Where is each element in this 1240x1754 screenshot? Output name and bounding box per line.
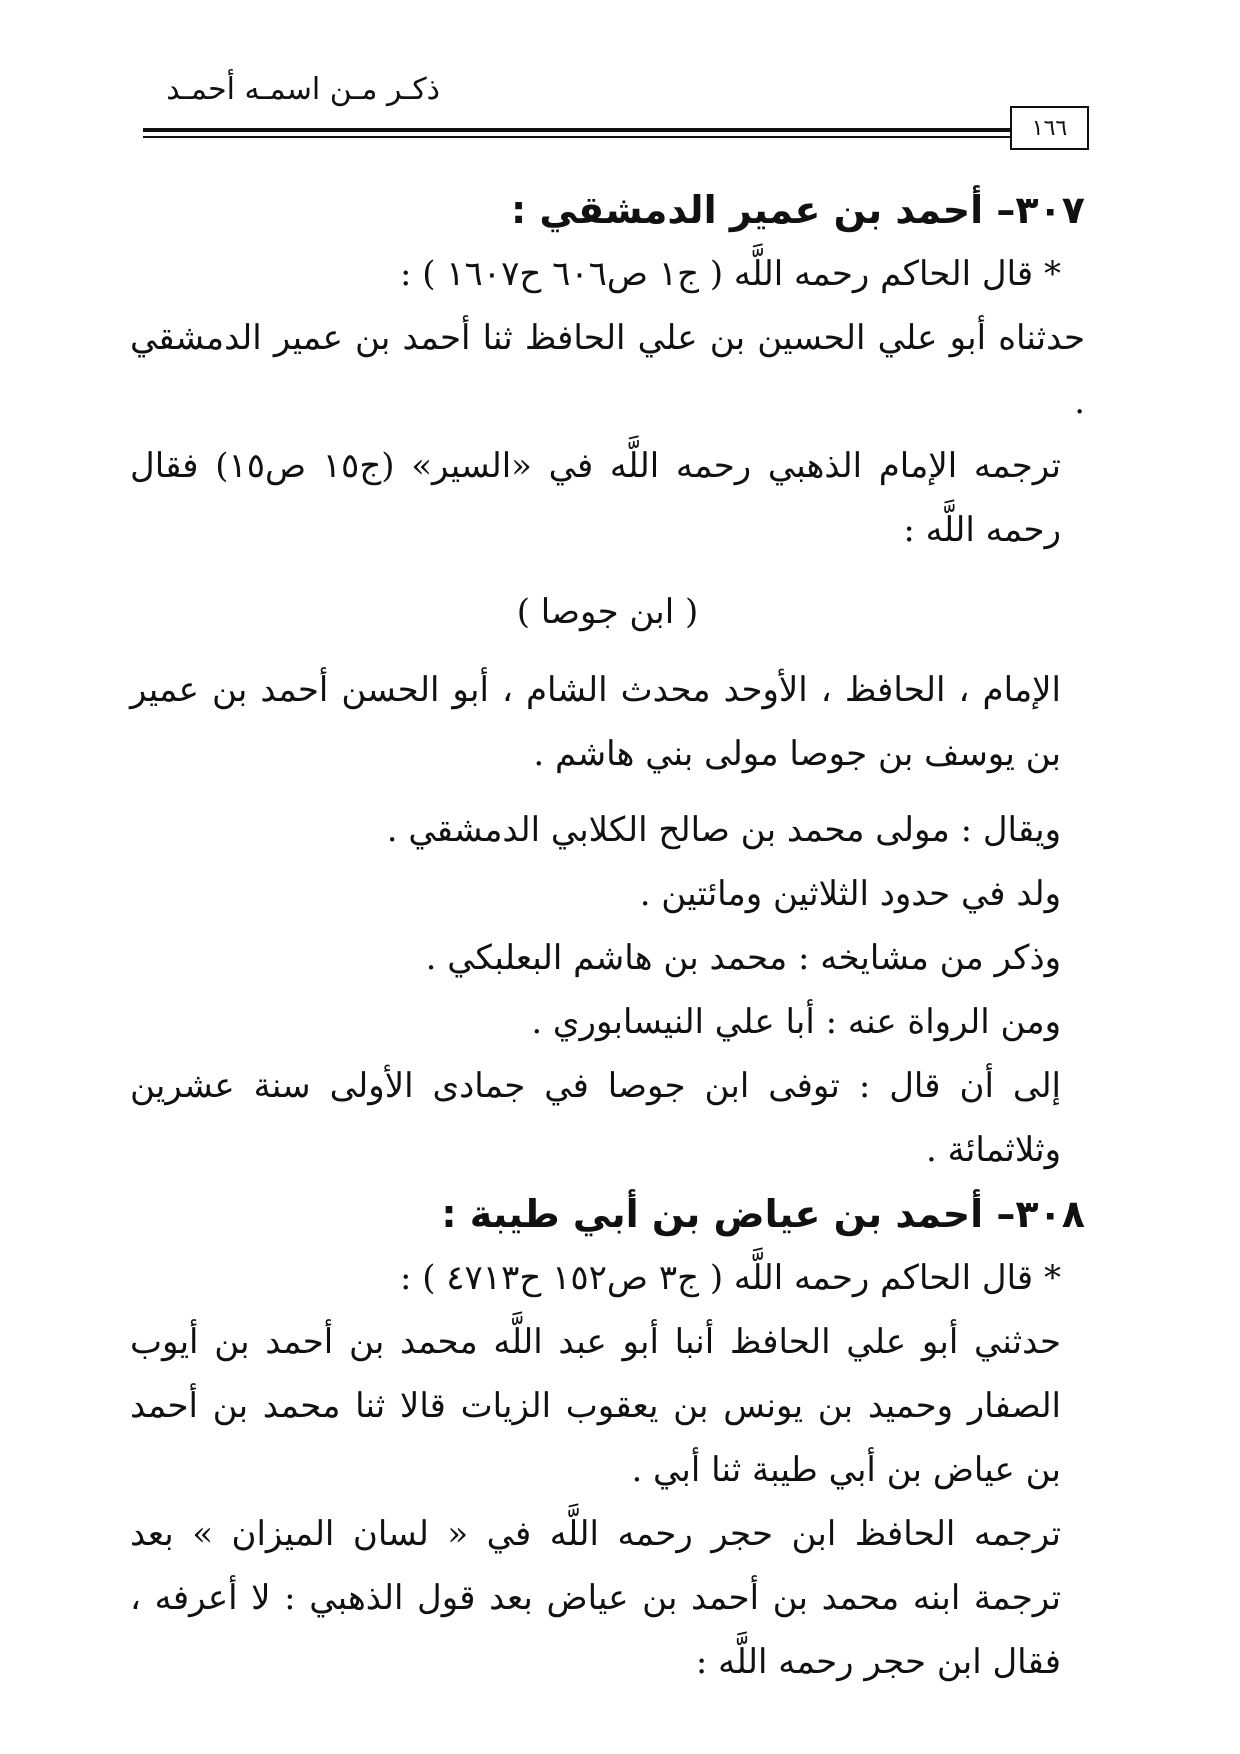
source-citation: * قال الحاكم رحمه اللَّه ( ج٣ ص١٥٢ ح٤٧١٣ ) :	[399, 1258, 1061, 1298]
header-rule-thin	[143, 136, 1079, 138]
paragraph: إلى أن قال : توفى ابن جوصا في جمادى الأولى سنة عشرين وثلاثمائة .	[130, 1066, 1061, 1170]
entry-heading-308: ٣٠٨– أحمد بن عياض بن أبي طيبة :	[441, 1192, 1085, 1236]
header-rule-thick	[143, 128, 1079, 132]
paragraph: الإمام ، الحافظ ، الأوحد محدث الشام ، أبو الحسن أحمد بن عمير بن يوسف بن جوصا مولى بني هاشم .	[130, 670, 1061, 774]
paragraph: حدثني أبو علي الحافظ أنبا أبو عبد اللَّه محمد بن أحمد بن أيوب الصفار وحميد بن يونس بن يعقوب الزيات قالا ثنا محمد بن أحمد بن عياض بن أبي طيبة ثنا أبي .	[130, 1322, 1061, 1490]
paragraph: ولد في حدود الثلاثين ومائتين .	[639, 874, 1061, 914]
centered-title: ( ابن جوصا )	[516, 592, 699, 632]
paragraph: ويقال : مولى محمد بن صالح الكلابي الدمشقي .	[386, 810, 1061, 850]
running-title: ذكـر مـن اسمـه أحمـد	[166, 72, 440, 107]
paragraph: وذكر من مشايخه : محمد بن هاشم البعلبكي .	[425, 938, 1061, 978]
paragraph: ترجمه الإمام الذهبي رحمه اللَّه في «السير» (ج١٥ ص١٥) فقال رحمه اللَّه :	[130, 446, 1062, 550]
paragraph: حدثناه أبو علي الحسين بن علي الحافظ ثنا أحمد بن عمير الدمشقي .	[130, 318, 1085, 422]
entry-heading-307: ٣٠٧– أحمد بن عمير الدمشقي :	[510, 188, 1085, 232]
body-text	[130, 178, 1085, 1718]
source-citation: * قال الحاكم رحمه اللَّه ( ج١ ص٦٠٦ ح١٦٠٧ ) :	[399, 254, 1061, 294]
paragraph: ترجمه الحافظ ابن حجر رحمه اللَّه في « لسان الميزان » بعد ترجمة ابنه محمد بن أحمد بن عياض بعد قول الذهبي : لا أعرفه ، فقال ابن حجر رحمه اللَّه :	[130, 1514, 1061, 1682]
page-number: ١٦٦	[1010, 106, 1089, 150]
paragraph: ومن الرواة عنه : أبا علي النيسابوري .	[531, 1002, 1061, 1042]
